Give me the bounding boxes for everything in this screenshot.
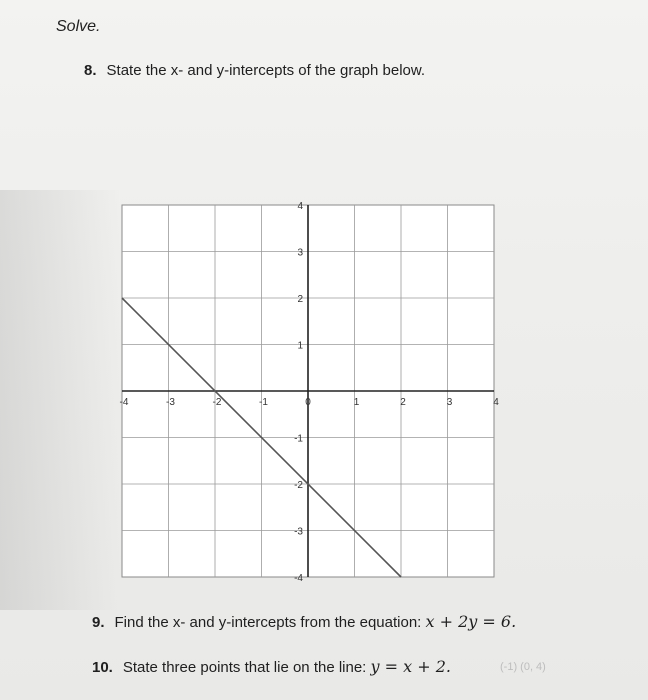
x-tick-label: 0: [305, 397, 311, 408]
x-tick-label: 1: [353, 397, 360, 408]
problem-9: [92, 612, 516, 631]
x-tick-label: -2: [212, 397, 222, 408]
x-tick-label: 4: [493, 397, 499, 408]
problem-10-equation: y = x + 2.: [370, 657, 452, 676]
y-tick-label: -4: [294, 573, 303, 584]
x-tick-label: -1: [259, 397, 268, 408]
x-tick-label: -4: [119, 397, 129, 408]
faint-bleed-through-text: (-1) (0, 4): [500, 661, 546, 673]
section-heading: Solve.: [56, 18, 101, 35]
problem-9-equation: x + 2y = 6.: [425, 612, 517, 631]
problem-8-text: State the x- and y-intercepts of the graph below.: [106, 62, 426, 79]
y-tick-label: 2: [297, 294, 303, 305]
y-tick-label: 3: [297, 247, 303, 259]
y-tick-label: -1: [294, 433, 303, 445]
x-tick-label: -3: [166, 397, 175, 408]
x-tick-label: 3: [446, 397, 453, 408]
y-tick-label: 1: [297, 340, 303, 352]
y-tick-label: -3: [294, 526, 303, 538]
problem-10-number: 10.: [92, 659, 113, 676]
problem-10: [92, 657, 451, 676]
problem-9-number: 9.: [92, 614, 105, 631]
problem-8-number: 8.: [84, 62, 97, 79]
x-tick-label: 2: [400, 397, 406, 408]
y-tick-label: -2: [294, 480, 303, 491]
y-tick-label: 4: [297, 201, 303, 212]
problem-10-text: State three points that lie on the line:: [122, 659, 367, 676]
problem-9-text: Find the x- and y-intercepts from the equation:: [114, 614, 422, 631]
